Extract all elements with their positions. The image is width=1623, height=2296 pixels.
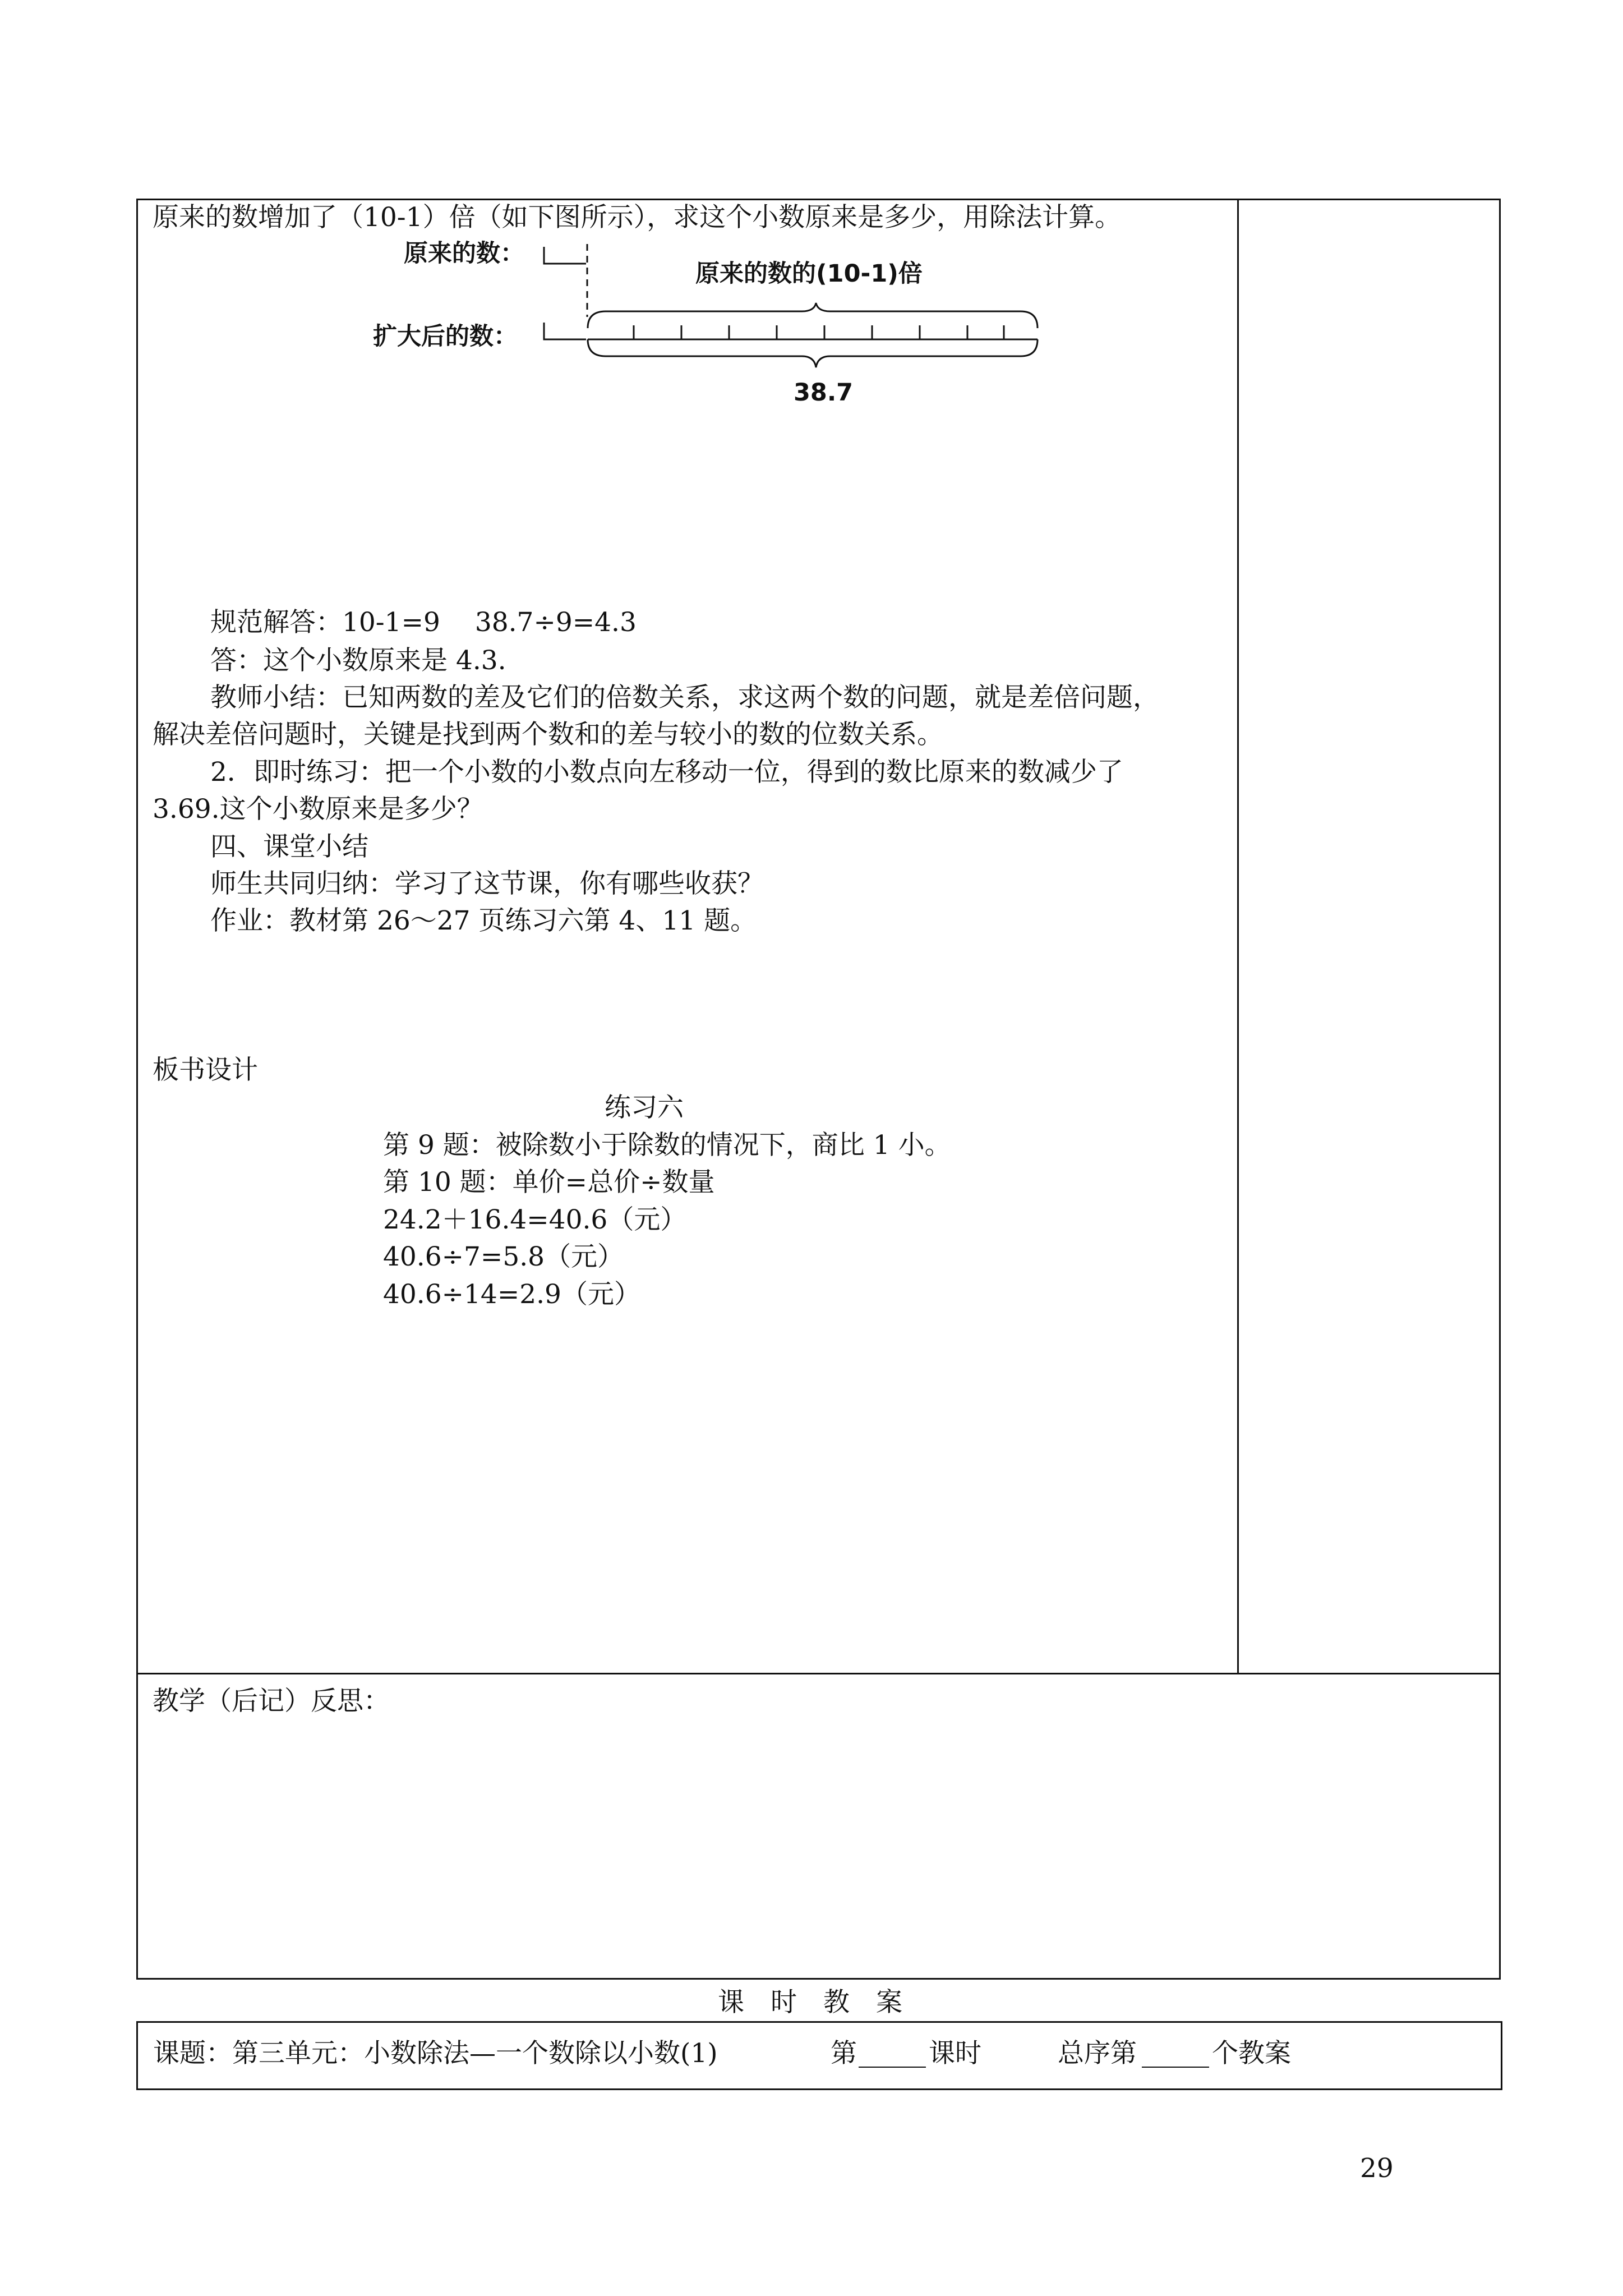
order-suffix: 个教案 <box>1212 2038 1291 2069</box>
original-number-label: 原来的数： <box>404 240 524 268</box>
order-blank[interactable] <box>1142 2067 1209 2068</box>
difference-multiple-diagram <box>359 230 1088 415</box>
teacher-summary-line-1: 教师小结：已知两数的差及它们的倍数关系，求这两个数的问题，就是差倍问题， <box>210 682 1159 713</box>
diagram-lines <box>359 230 1088 415</box>
board-line: 40.6÷14=2.9（元） <box>383 1279 640 1310</box>
table-left-border <box>136 199 138 1980</box>
topic-box <box>136 2021 1502 2090</box>
answer-text: 答：这个小数原来是 4.3. <box>210 645 506 676</box>
board-line: 24.2＋16.4=40.6（元） <box>383 1204 687 1235</box>
period-prefix: 第 <box>831 2038 857 2069</box>
total-label: 38.7 <box>794 379 854 407</box>
period-suffix: 课时 <box>929 2038 981 2069</box>
homework-text: 作业：教材第 26～27 页练习六第 4、11 题。 <box>210 905 757 936</box>
teacher-summary-line-2: 解决差倍问题时，关键是找到两个数和的差与较小的数的位数关系。 <box>153 719 943 750</box>
expanded-number-label: 扩大后的数： <box>373 323 518 351</box>
induction-text: 师生共同归纳：学习了这节课，你有哪些收获？ <box>210 868 764 899</box>
column-divider <box>1237 199 1239 1674</box>
brace-label: 原来的数的(10-1)倍 <box>695 260 923 288</box>
table-bottom-border <box>136 1978 1501 1980</box>
board-title: 练习六 <box>605 1092 684 1123</box>
section-four-heading: 四、课堂小结 <box>210 831 368 862</box>
board-line: 第 10 题：单价=总价÷数量 <box>383 1167 715 1198</box>
board-design-heading: 板书设计 <box>153 1055 258 1085</box>
page-number: 29 <box>1360 2153 1394 2184</box>
period-blank[interactable] <box>859 2067 926 2068</box>
practice-line-2: 3.69.这个小数原来是多少？ <box>153 794 483 825</box>
table-top-border <box>136 199 1501 200</box>
practice-line-1: 2．即时练习：把一个小数的小数点向左移动一位，得到的数比原来的数减少了 <box>210 757 1123 788</box>
board-line: 40.6÷7=5.8（元） <box>383 1241 624 1272</box>
reflection-label: 教学（后记）反思： <box>153 1686 390 1717</box>
lesson-plan-header: 课 时 教 案 <box>718 1987 902 2018</box>
board-line: 第 9 题：被除数小于除数的情况下，商比 1 小。 <box>383 1130 951 1161</box>
order-prefix: 总序第 <box>1058 2038 1137 2069</box>
table-right-border <box>1499 199 1501 1980</box>
solution-text: 规范解答：10-1=9 38.7÷9=4.3 <box>210 607 637 638</box>
reflection-top-border <box>136 1673 1501 1674</box>
lesson-line-1: 原来的数增加了（10-1）倍（如下图所示），求这个小数原来是多少，用除法计算。 <box>153 202 1122 233</box>
topic-text: 课题：第三单元：小数除法—一个数除以小数(1) <box>153 2038 718 2069</box>
